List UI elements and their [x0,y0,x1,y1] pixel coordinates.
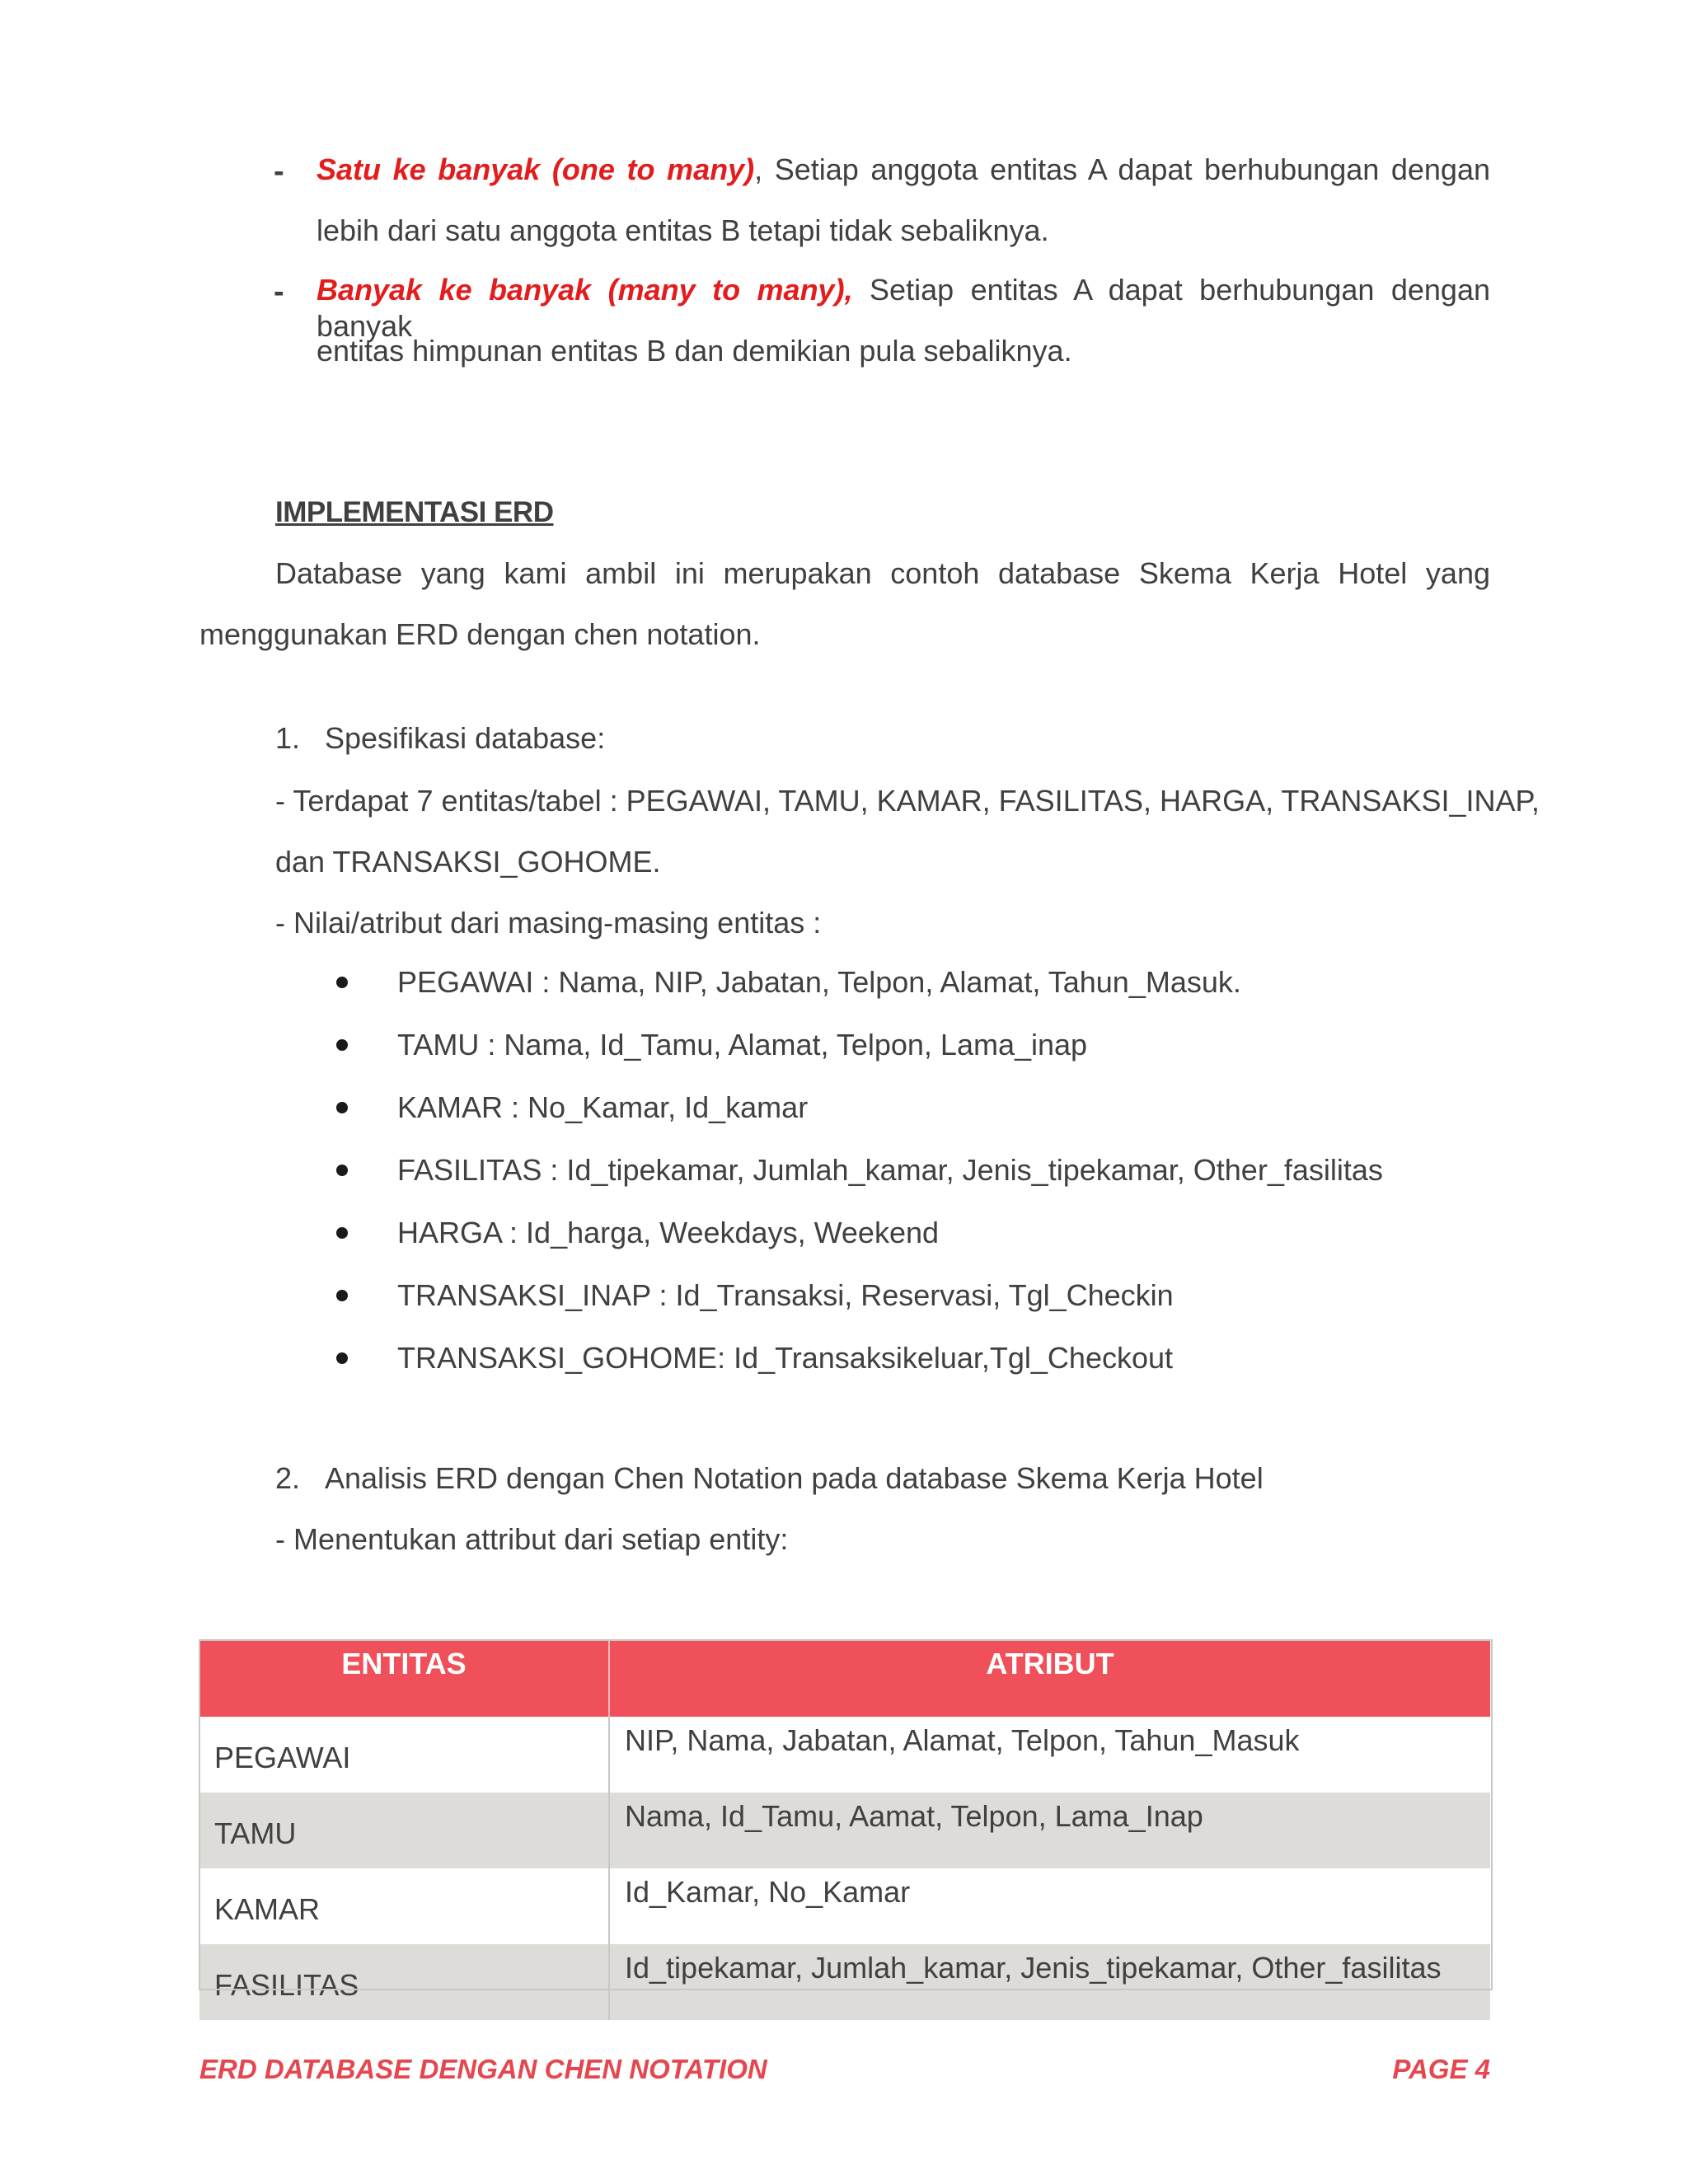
table-header-atribut: ATRIBUT [609,1640,1490,1717]
relationship-description: Setiap entitas A dapat berhubungan dengan banyak [316,273,1490,343]
bullet-icon [336,1290,348,1301]
spec-attributes-intro: - Nilai/atribut dari masing-masing entitas : [275,906,822,940]
table-header-row [199,1640,1490,1717]
bullet-icon [336,1102,348,1113]
table-cell-entity: TAMU [199,1793,609,1868]
footer-title: ERD DATABASE DENGAN CHEN NOTATION [199,2054,767,2084]
relationship-term-one-to-many: Satu ke banyak (one to many) [316,152,755,186]
section-heading: IMPLEMENTASI ERD [275,496,554,528]
analysis-title: Analisis ERD dengan Chen Notation pada database Skema Kerja Hotel [325,1461,1264,1495]
table-row [199,1793,1490,1868]
entity-attribute-item: TRANSAKSI_INAP : Id_Transaksi, Reservasi, Tgl_Checkin [397,1278,1174,1312]
table-cell-attributes: Nama, Id_Tamu, Aamat, Telpon, Lama_Inap [609,1793,1490,1868]
footer-page-number: PAGE 4 [1392,2054,1490,2084]
bullet-icon [336,1227,348,1239]
table-cell-attributes: Id_Kamar, No_Kamar [609,1868,1490,1944]
table-row [199,1717,1490,1793]
spec-title: Spesifikasi database: [325,721,606,755]
intro-paragraph-line2: menggunakan ERD dengan chen notation. [199,617,761,651]
bullet-icon [336,1039,348,1051]
entity-attribute-item: TAMU : Nama, Id_Tamu, Alamat, Telpon, Lama_inap [397,1028,1088,1062]
entity-attribute-item: FASILITAS : Id_tipekamar, Jumlah_kamar, Jenis_tipekamar, Other_fasilitas [397,1153,1383,1187]
entity-attribute-item: PEGAWAI : Nama, NIP, Jabatan, Telpon, Alamat, Tahun_Masuk. [397,965,1241,999]
table-row [199,1868,1490,1944]
table-cell-entity: KAMAR [199,1868,609,1944]
table-cell-attributes: Id_tipekamar, Jumlah_kamar, Jenis_tipekamar, Other_fasilitas [609,1944,1490,2020]
bullet-icon [336,1352,348,1364]
entity-attribute-item: KAMAR : No_Kamar, Id_kamar [397,1090,809,1124]
spec-number: 1. [275,721,301,755]
relationship-one-to-many-line2: lebih dari satu anggota entitas B tetapi tidak sebaliknya. [316,213,1049,247]
relationship-term-many-to-many: Banyak ke banyak (many to many), [316,273,853,307]
table-header-entitas: ENTITAS [199,1640,609,1717]
intro-paragraph-line1: Database yang kami ambil ini merupakan contoh database Skema Kerja Hotel yang [275,556,1490,590]
analysis-subtitle: - Menentukan attribut dari setiap entity: [275,1522,789,1556]
relationship-one-to-many-line1 [316,152,1490,188]
list-dash-marker: - [274,154,284,189]
spec-entities-line2: dan TRANSAKSI_GOHOME. [275,845,661,879]
entity-attribute-item: HARGA : Id_harga, Weekdays, Weekend [397,1216,940,1249]
bullet-icon [336,1165,348,1176]
list-dash-marker: - [274,274,284,309]
relationship-many-to-many-line2: entitas himpunan entitas B dan demikian pula sebaliknya. [316,334,1072,368]
bullet-icon [336,977,348,988]
table-cell-entity: PEGAWAI [199,1717,609,1793]
table-row [199,1944,1490,2020]
analysis-number: 2. [275,1461,301,1495]
entity-attribute-table [199,1640,1490,2020]
table-cell-attributes: NIP, Nama, Jabatan, Alamat, Telpon, Tahun_Masuk [609,1717,1490,1793]
entity-attribute-item: TRANSAKSI_GOHOME: Id_Transaksikeluar,Tgl_Checkout [397,1341,1174,1375]
relationship-description: , Setiap anggota entitas A dapat berhubungan dengan [754,152,1490,186]
table-cell-entity: FASILITAS [199,1944,609,2020]
spec-entities-line1: - Terdapat 7 entitas/tabel : PEGAWAI, TAMU, KAMAR, FASILITAS, HARGA, TRANSAKSI_INAP, [275,784,1540,818]
